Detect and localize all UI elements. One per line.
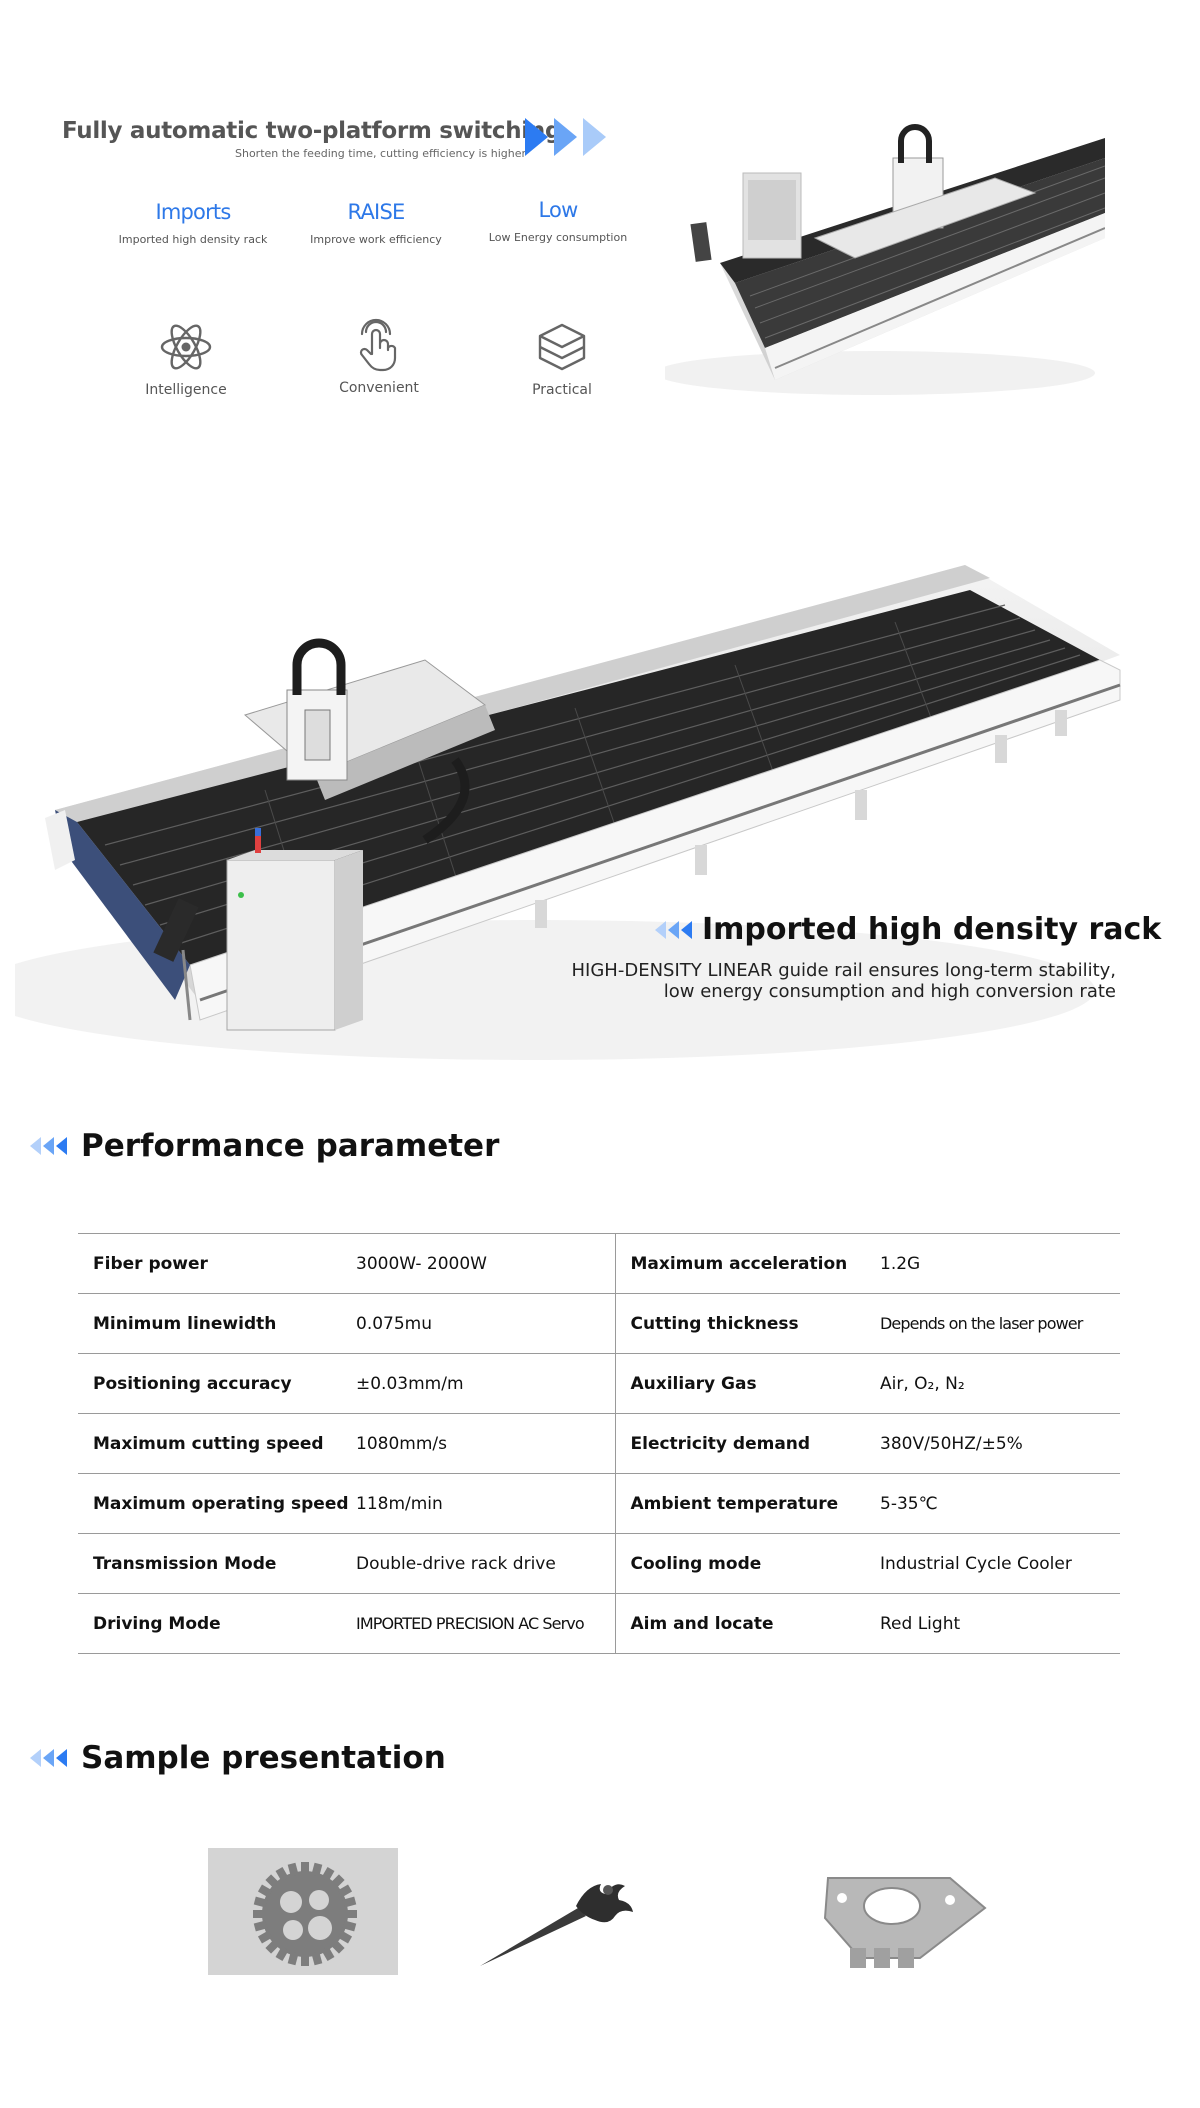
param-value: Depends on the laser power [880, 1294, 1120, 1354]
icon-label: Practical [532, 382, 592, 398]
laser-machine-large-image [15, 560, 1140, 1085]
feature-heading: Imports [155, 200, 231, 224]
sample-plate-image [800, 1848, 990, 1975]
feature-practical [472, 320, 652, 398]
feature-caption: Improve work efficiency [310, 233, 442, 246]
feature-caption: Low Energy consumption [488, 231, 628, 244]
param-key: Electricity demand [615, 1414, 880, 1474]
laser-machine-small-image [665, 118, 1105, 400]
param-key: Maximum acceleration [615, 1234, 880, 1294]
rack-description-line: low energy consumption and high conversion rate [663, 981, 1116, 1002]
rack-description [572, 960, 1116, 1002]
table-row [78, 1234, 1120, 1294]
table-row [78, 1534, 1120, 1594]
feature-caption: Imported high density rack [118, 233, 268, 246]
icon-label: Convenient [339, 380, 419, 396]
param-key: Cooling mode [615, 1534, 880, 1594]
rack-title: Imported high density rack [702, 912, 1162, 947]
feature-intelligence [96, 320, 276, 398]
switching-subtitle: Shorten the feeding time, cutting efficiency is higher [235, 147, 527, 160]
param-key: Minimum linewidth [78, 1294, 356, 1354]
param-value: 1080mm/s [356, 1414, 615, 1474]
param-value: IMPORTED PRECISION AC Servo [356, 1594, 615, 1654]
performance-heading [30, 1128, 499, 1164]
param-key: Fiber power [78, 1234, 356, 1294]
param-value: Red Light [880, 1594, 1120, 1654]
param-key: Cutting thickness [615, 1294, 880, 1354]
atom-icon [159, 320, 213, 374]
param-value: Industrial Cycle Cooler [880, 1534, 1120, 1594]
forward-arrows-icon [525, 118, 606, 156]
feature-convenient [289, 318, 469, 396]
param-key: Positioning accuracy [78, 1354, 356, 1414]
param-key: Maximum cutting speed [78, 1414, 356, 1474]
param-key: Auxiliary Gas [615, 1354, 880, 1414]
sample-sword-image [468, 1848, 658, 1975]
table-row [78, 1414, 1120, 1474]
sample-gear-image [208, 1848, 398, 1975]
param-value: 1.2G [880, 1234, 1120, 1294]
table-row [78, 1474, 1120, 1534]
param-value: 5-35℃ [880, 1474, 1120, 1534]
param-value: Air, O₂, N₂ [880, 1354, 1120, 1414]
table-row [78, 1294, 1120, 1354]
samples-heading [30, 1740, 446, 1776]
param-key: Transmission Mode [78, 1534, 356, 1594]
feature-heading: Low [538, 198, 578, 222]
table-row [78, 1594, 1120, 1654]
feature-low [468, 198, 648, 244]
cube-icon [535, 320, 589, 374]
rack-heading [655, 912, 1161, 947]
icon-label: Intelligence [145, 382, 227, 398]
feature-heading: RAISE [347, 200, 405, 224]
param-key: Driving Mode [78, 1594, 356, 1654]
param-key: Aim and locate [615, 1594, 880, 1654]
performance-title: Performance parameter [81, 1128, 500, 1164]
param-value: 3000W- 2000W [356, 1234, 615, 1294]
back-arrows-icon [30, 1137, 67, 1155]
param-key: Maximum operating speed [78, 1474, 356, 1534]
rack-description-line: HIGH-DENSITY LINEAR guide rail ensures long-term stability, [571, 960, 1116, 981]
samples-title: Sample presentation [81, 1740, 446, 1776]
param-value: 380V/50HZ/±5% [880, 1414, 1120, 1474]
switching-title: Fully automatic two-platform switching [62, 118, 562, 144]
param-value: 0.075mu [356, 1294, 615, 1354]
performance-table [78, 1233, 1120, 1654]
touch-hand-icon [352, 318, 406, 372]
feature-raise [286, 200, 466, 246]
feature-imports [103, 200, 283, 246]
back-arrows-icon [655, 921, 692, 939]
param-key: Ambient temperature [615, 1474, 880, 1534]
param-value: 118m/min [356, 1474, 615, 1534]
table-row [78, 1354, 1120, 1414]
param-value: Double-drive rack drive [356, 1534, 615, 1594]
back-arrows-icon [30, 1749, 67, 1767]
param-value: ±0.03mm/m [356, 1354, 615, 1414]
